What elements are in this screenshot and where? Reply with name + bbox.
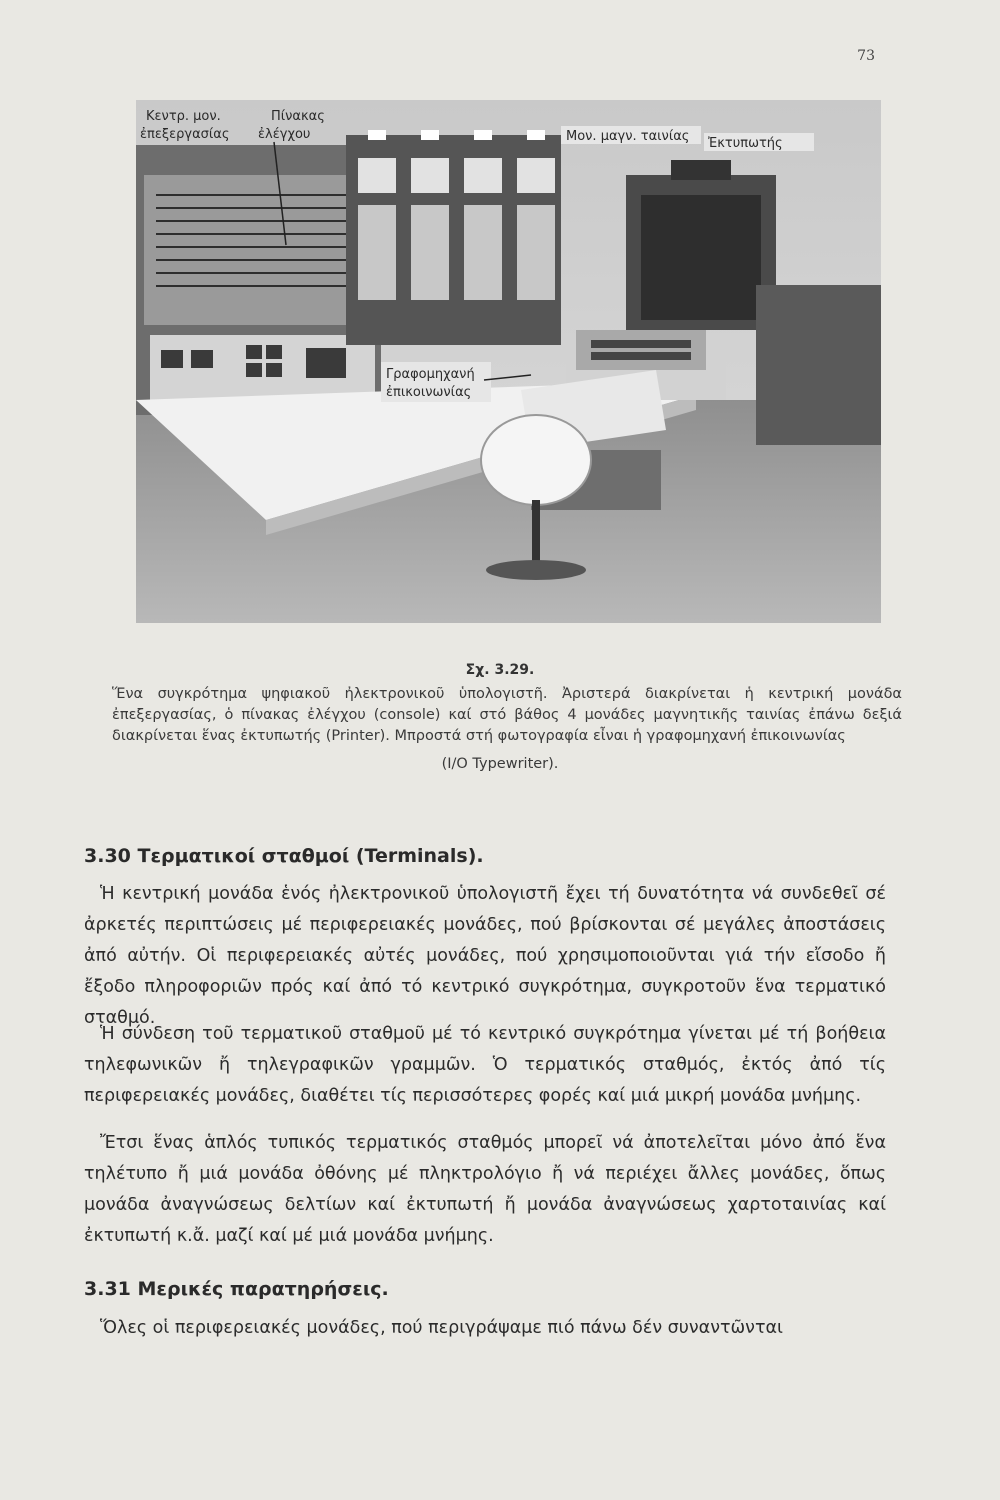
section-heading-3-30: 3.30 Τερματικοί σταθμοί (Terminals). bbox=[84, 845, 484, 867]
label-tape: Μον. μαγν. ταινίας bbox=[566, 129, 690, 144]
label-console-line2: ἐλέγχου bbox=[258, 127, 311, 142]
paragraph-4: Ὅλες οἱ περιφερειακές μονάδες, πού περιγράψαμε πιό πάνω δέν συναντῶνται bbox=[100, 1318, 783, 1338]
label-cpu-line1: Κεντρ. μον. bbox=[146, 109, 221, 124]
label-printer: Ἐκτυπωτής bbox=[708, 136, 783, 151]
figure-caption-label: Σχ. 3.29. bbox=[465, 662, 535, 678]
section-heading-3-31: 3.31 Μερικές παρατηρήσεις. bbox=[84, 1278, 389, 1300]
photo-drawing bbox=[136, 100, 881, 623]
figure-caption-last: (I/O Typewriter). bbox=[441, 756, 559, 772]
label-typewriter-line2: ἐπικοινωνίας bbox=[386, 385, 472, 400]
paragraph-3: Ἔτσι ἕνας ἁπλός τυπικός τερματικός σταθμός μπορεῖ νά ἀποτελεῖται μόνο ἀπό ἕνα τηλέτυπο ἤ μιά μονάδα ὀθόνης μέ πληκτρολόγιο ἤ νά περιέχει ἄλλες μονάδες, ὅπως μονάδα ἀναγνώσεως δελτίων καί ἐκτυπωτή ἤ μονάδα ἀναγνώσεως χαρτοταινίας καί ἐκτυπωτή κ.ἄ. μαζί καί μέ μιά μονάδα μνήμης. bbox=[84, 1133, 886, 1246]
computer-system-photo bbox=[136, 100, 881, 623]
paragraph-2: Ἡ σύνδεση τοῦ τερματικοῦ σταθμοῦ μέ τό κεντρικό συγκρότημα γίνεται μέ τή βοήθεια τηλεφωνικῶν ἤ τηλεγραφικῶν γραμμῶν. Ὁ τερματικός σταθμός, ἐκτός ἀπό τίς περιφερειακές μονάδες, διαθέτει τίς περισσότερες φορές καί μιά μικρή μονάδα μνήμης. bbox=[84, 1024, 886, 1106]
label-typewriter-line1: Γραφομηχανή bbox=[386, 367, 475, 382]
paragraph-1: Ἡ κεντρική μονάδα ἑνός ἠλεκτρονικοῦ ὑπολογιστῆ ἔχει τή δυνατότητα νά συνδεθεῖ σέ ἀρκετές περιπτώσεις μέ περιφερειακές μονάδες, πού βρίσκονται σέ μεγάλες ἀποστάσεις ἀπό αὐτήν. Οἱ περιφερειακές αὐτές μονάδες, πού χρησιμοποιοῦνται γιά τήν εἴσοδο ἤ ἔξοδο πληροφοριῶν πρός καί ἀπό τό κεντρικό συγκρότημα, συγκροτοῦν ἕνα τερματικό σταθμό. bbox=[84, 884, 886, 1028]
figure-caption: Ἕνα συγκρότημα ψηφιακοῦ ἠλεκτρονικοῦ ὑπολογιστῆ. Ἀριστερά διακρίνεται ἡ κεντρική μονάδα ἐπεξεργασίας, ὁ πίνακας ἐλέγχου (console) καί στό βάθος 4 μονάδες μαγνητικῆς ταινίας ἐπάνω δεξιά διακρίνεται ἕνας ἐκτυπωτής (Printer). Μπροστά στή φωτογραφία εἶναι ἡ γραφομηχανή ἐπικοινωνίας bbox=[112, 686, 902, 744]
typewriter bbox=[576, 330, 706, 370]
label-cpu-line2: ἐπεξεργασίας bbox=[140, 127, 230, 142]
page-number: 73 bbox=[857, 48, 875, 64]
chair bbox=[481, 415, 591, 505]
label-console-line1: Πίνακας bbox=[271, 109, 325, 124]
